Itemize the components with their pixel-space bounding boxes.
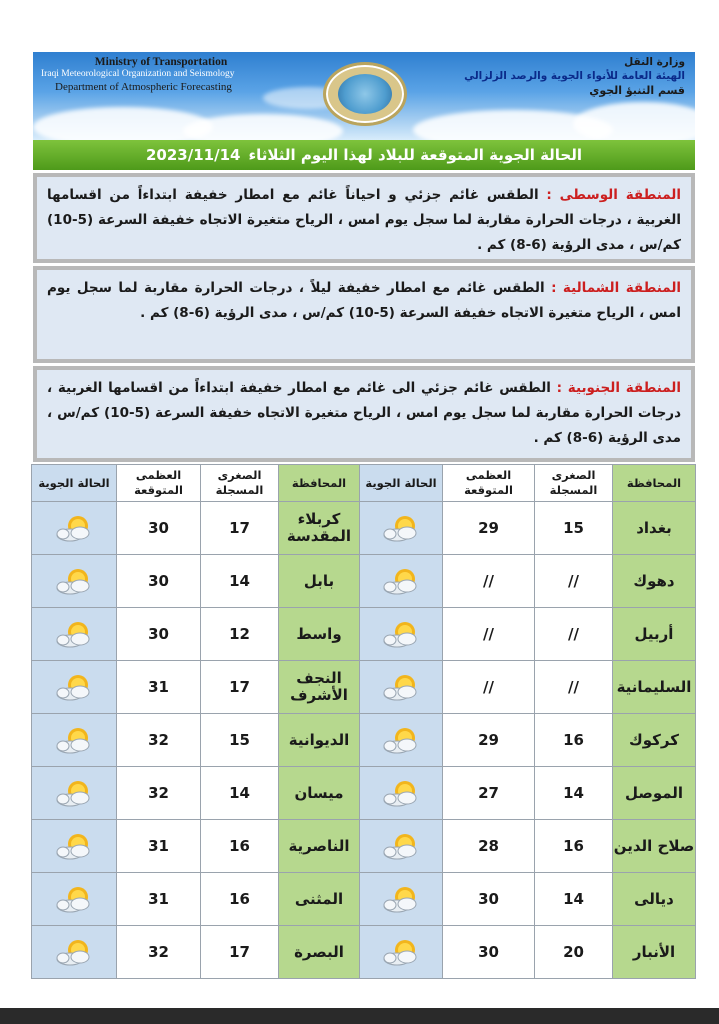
header-max: العظمى المتوقعة (117, 465, 201, 502)
max-temp-cell: 27 (443, 767, 535, 820)
province-cell: ديالى (613, 873, 696, 926)
partly-cloudy-icon (50, 882, 98, 916)
partly-cloudy-icon (50, 511, 98, 545)
max-temp-cell: 32 (117, 926, 201, 979)
province-forecast-table (31, 464, 696, 979)
max-temp-cell: 31 (117, 661, 201, 714)
max-temp-cell: // (443, 555, 535, 608)
min-temp-cell: // (535, 661, 613, 714)
table-row (32, 714, 696, 767)
max-temp-cell: 28 (443, 820, 535, 873)
table-row (32, 926, 696, 979)
weather-cell (360, 608, 443, 661)
forecast-date: 2023/11/14 (146, 146, 241, 164)
region-central (33, 173, 695, 263)
region-text: الطقس غائم مع امطار خفيفة ليلاً ، درجات الحرارة مقاربة لما سجل يوم امس ، الرياح متغيرة الاتجاه خفيفة السرعة (5-10) كم/س ، مدى الرؤية (6-8) كم . (47, 280, 681, 321)
header-max: العظمى المتوقعة (443, 465, 535, 502)
province-cell: أربيل (613, 608, 696, 661)
partly-cloudy-icon (377, 829, 425, 863)
region-name: المنطقة الشمالية : (551, 280, 682, 296)
en-dept: Department of Atmospheric Forecasting (55, 81, 232, 93)
max-temp-cell: 32 (117, 767, 201, 820)
weather-cell (360, 873, 443, 926)
weather-cell (360, 767, 443, 820)
partly-cloudy-icon (377, 617, 425, 651)
weather-cell (360, 555, 443, 608)
ar-org: الهيئة العامة للأنواء الجوية والرصد الزلزالي (464, 70, 685, 82)
min-temp-cell: 17 (201, 502, 279, 555)
province-cell: كربلاء المقدسة (279, 502, 360, 555)
weather-cell (32, 820, 117, 873)
max-temp-cell: 30 (117, 608, 201, 661)
region-north (33, 266, 695, 363)
region-name: المنطقة الجنوبية : (556, 380, 682, 396)
partly-cloudy-icon (50, 935, 98, 969)
weather-cell (32, 714, 117, 767)
partly-cloudy-icon (50, 776, 98, 810)
province-cell: السليمانية (613, 661, 696, 714)
weather-cell (32, 926, 117, 979)
partly-cloudy-icon (377, 776, 425, 810)
max-temp-cell: 31 (117, 873, 201, 926)
province-cell: الأنبار (613, 926, 696, 979)
weather-cell (32, 767, 117, 820)
province-cell: صلاح الدين (613, 820, 696, 873)
weather-cell (360, 926, 443, 979)
forecast-title: الحالة الجوية المتوقعة للبلاد لهذا اليوم الثلاثاء (248, 146, 583, 164)
max-temp-cell: 30 (443, 873, 535, 926)
english-header (41, 56, 281, 93)
weather-cell (32, 661, 117, 714)
table-row (32, 820, 696, 873)
weather-cell (32, 608, 117, 661)
partly-cloudy-icon (377, 935, 425, 969)
partly-cloudy-icon (50, 670, 98, 704)
max-temp-cell: 32 (117, 714, 201, 767)
min-temp-cell: 16 (201, 820, 279, 873)
partly-cloudy-icon (50, 617, 98, 651)
table-header-row (32, 465, 696, 502)
max-temp-cell: // (443, 661, 535, 714)
province-cell: بابل (279, 555, 360, 608)
header-min: الصغرى المسجلة (201, 465, 279, 502)
min-temp-cell: 14 (535, 873, 613, 926)
table-row (32, 502, 696, 555)
header-province: المحافظة (279, 465, 360, 502)
region-text: الطقس غائم جزئي الى غائم مع امطار خفيفة ابتداءاً من اقسامها الغربية ، درجات الحرارة مقاربة لما سجل يوم امس ، الرياح متغيرة الاتجاه خفيفة السرعة (5-10) كم/س ، مدى الرؤية (6-8) كم . (47, 380, 681, 446)
min-temp-cell: 16 (535, 714, 613, 767)
province-cell: الناصرية (279, 820, 360, 873)
province-cell: المثنى (279, 873, 360, 926)
min-temp-cell: 17 (201, 926, 279, 979)
min-temp-cell: 17 (201, 661, 279, 714)
province-cell: الديوانية (279, 714, 360, 767)
partly-cloudy-icon (377, 564, 425, 598)
header-province: المحافظة (613, 465, 696, 502)
weather-cell (32, 555, 117, 608)
max-temp-cell: 30 (117, 555, 201, 608)
weather-cell (360, 714, 443, 767)
min-temp-cell: // (535, 608, 613, 661)
weather-cell (32, 873, 117, 926)
ar-ministry: وزارة النقل (624, 56, 685, 68)
max-temp-cell: 29 (443, 714, 535, 767)
min-temp-cell: 16 (535, 820, 613, 873)
partly-cloudy-icon (50, 564, 98, 598)
min-temp-cell: 14 (535, 767, 613, 820)
bottom-edge (0, 1008, 719, 1024)
min-temp-cell: 14 (201, 767, 279, 820)
min-temp-cell: 14 (201, 555, 279, 608)
province-cell: الموصل (613, 767, 696, 820)
weather-cell (32, 502, 117, 555)
forecast-title-bar (33, 140, 695, 170)
min-temp-cell: 12 (201, 608, 279, 661)
min-temp-cell: 15 (201, 714, 279, 767)
province-cell: البصرة (279, 926, 360, 979)
province-cell: دهوك (613, 555, 696, 608)
province-cell: ميسان (279, 767, 360, 820)
table-row (32, 767, 696, 820)
table-row (32, 873, 696, 926)
min-temp-cell: 20 (535, 926, 613, 979)
partly-cloudy-icon (377, 511, 425, 545)
max-temp-cell: 31 (117, 820, 201, 873)
max-temp-cell: 30 (443, 926, 535, 979)
table-row (32, 555, 696, 608)
partly-cloudy-icon (50, 723, 98, 757)
max-temp-cell: 29 (443, 502, 535, 555)
partly-cloudy-icon (377, 882, 425, 916)
region-name: المنطقة الوسطى : (546, 187, 682, 203)
arabic-header (455, 56, 685, 97)
region-south (33, 366, 695, 462)
ar-dept: قسم التنبؤ الجوي (589, 84, 685, 97)
province-cell: بغداد (613, 502, 696, 555)
partly-cloudy-icon (377, 670, 425, 704)
max-temp-cell: // (443, 608, 535, 661)
en-org: Iraqi Meteorological Organization and Seismology (41, 69, 235, 79)
weather-cell (360, 502, 443, 555)
header-weather: الحالة الجوية (360, 465, 443, 502)
min-temp-cell: // (535, 555, 613, 608)
weather-cell (360, 661, 443, 714)
province-cell: النجف الأشرف (279, 661, 360, 714)
header-weather: الحالة الجوية (32, 465, 117, 502)
min-temp-cell: 15 (535, 502, 613, 555)
header-banner (33, 52, 695, 140)
table-row (32, 661, 696, 714)
region-text: الطقس غائم جزئي و احياناً غائم مع امطار خفيفة ابتداءاً من اقسامها الغربية ، درجات الحرارة مقاربة لما سجل يوم امس ، الرياح متغيرة الاتجاه خفيفة السرعة (5-10) كم/س ، مدى الرؤية (6-8) كم . (47, 187, 681, 253)
partly-cloudy-icon (50, 829, 98, 863)
table-row (32, 608, 696, 661)
min-temp-cell: 16 (201, 873, 279, 926)
partly-cloudy-icon (377, 723, 425, 757)
org-seal-icon (323, 62, 407, 126)
province-cell: واسط (279, 608, 360, 661)
weather-cell (360, 820, 443, 873)
province-cell: كركوك (613, 714, 696, 767)
en-ministry: Ministry of Transportation (94, 56, 228, 68)
header-min: الصغرى المسجلة (535, 465, 613, 502)
max-temp-cell: 30 (117, 502, 201, 555)
